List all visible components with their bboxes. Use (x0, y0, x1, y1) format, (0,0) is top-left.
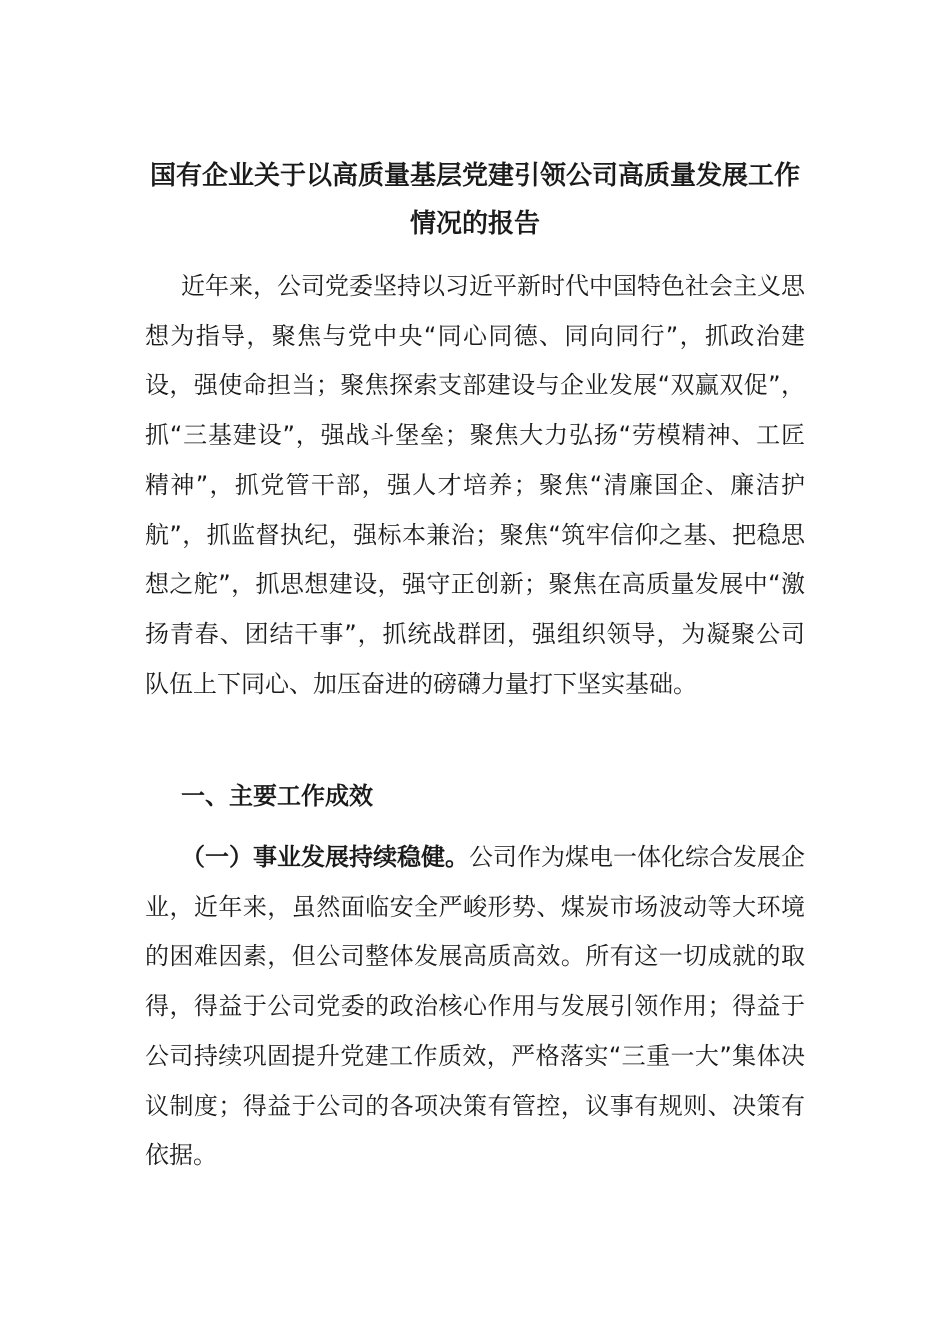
document-title (145, 152, 805, 248)
subsection-body-text: 公司作为煤电一体化综合发展企业，近年来，虽然面临安全严峻形势、煤炭市场波动等大环境的困难因素，但公司整体发展高质高效。所有这一切成就的取得，得益于公司党委的政治核心作用与发展引领作用；得益于公司持续巩固提升党建工作质效，严格落实“三重一大”集体决议制度；得益于公司的各项决策有管控，议事有规则、决策有依据。 (145, 843, 805, 1170)
subsection-paragraph-business-development (145, 833, 805, 1181)
document-title-line-2: 情况的报告 (409, 209, 540, 239)
document-title-line-1: 国有企业关于以高质量基层党建引领公司高质量发展工作 (149, 161, 800, 191)
intro-paragraph: 近年来，公司党委坚持以习近平新时代中国特色社会主义思想为指导，聚焦与党中央“同心同德、同向同行”，抓政治建设，强使命担当；聚焦探索支部建设与企业发展“双赢双促”，抓“三基建设”，强战斗堡垒；聚焦大力弘扬“劳模精神、工匠精神”，抓党管干部，强人才培养；聚焦“清廉国企、廉洁护航”，抓监督执纪，强标本兼治；聚焦“筑牢信仰之基、把稳思想之舵”，抓思想建设，强守正创新；聚焦在高质量发展中“激扬青春、团结干事”，抓统战群团，强组织领导，为凝聚公司队伍上下同心、加压奋进的磅礴力量打下坚实基础。 (145, 272, 805, 698)
subsection-lead-heading: （一）事业发展持续稳健。 (181, 843, 469, 871)
section-heading-main-achievements: 一、主要工作成效 (181, 782, 373, 810)
